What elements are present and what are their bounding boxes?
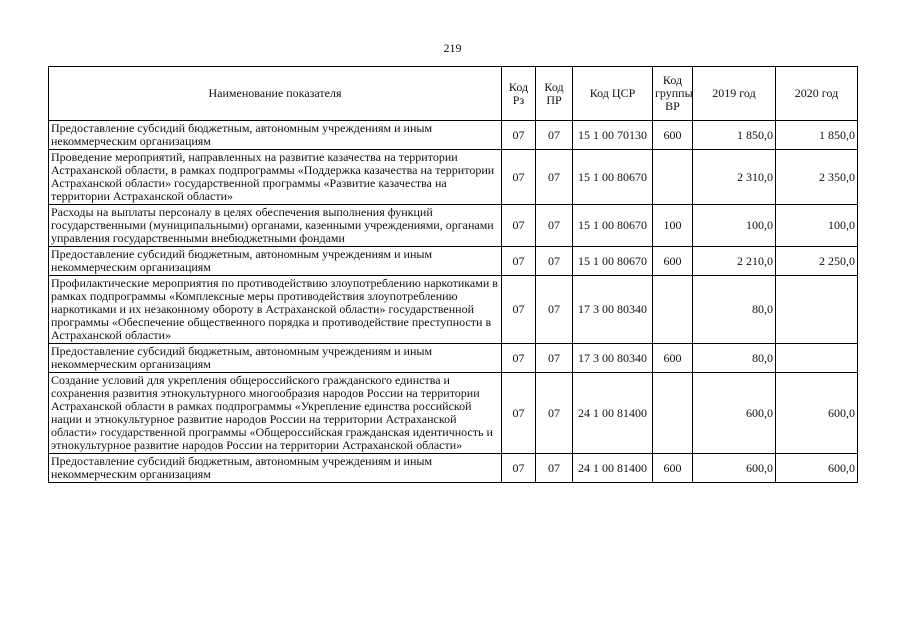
row-name: Расходы на выплаты персоналу в целях обеспечения выполнения функций государственными (муниципальными) органами, казенными учреждениями, органами управления государственными внебюджетными фондами (49, 205, 502, 247)
row-2020: 600,0 (776, 454, 858, 483)
row-pr: 07 (536, 373, 573, 454)
header-csr: Код ЦСР (573, 67, 653, 121)
row-rz: 07 (502, 373, 536, 454)
row-pr: 07 (536, 344, 573, 373)
row-name: Проведение мероприятий, направленных на развитие казачества на территории Астраханской области, в рамках подпрограммы «Поддержка казачества на территории Астраханской области» государственной программы «Развитие казачества на территории Астраханской области» (49, 150, 502, 205)
row-csr: 24 1 00 81400 (573, 373, 653, 454)
table-row (49, 344, 858, 373)
row-vr (653, 373, 693, 454)
row-2019: 1 850,0 (693, 121, 776, 150)
row-rz: 07 (502, 276, 536, 344)
row-name: Предоставление субсидий бюджетным, автономным учреждениям и иным некоммерческим организациям (49, 247, 502, 276)
header-name: Наименование показателя (49, 67, 502, 121)
row-name: Создание условий для укрепления общероссийского гражданского единства и сохранения развития этнокультурного многообразия народов России на территории Астраханской области в рамках подпрограммы «Укрепление единства российской нации и этнокультурное развитие народов России на территории Астраханской области» государственной программы «Общероссийская гражданская идентичность и этнокультурное развитие народов России на территории Астраханской области» (49, 373, 502, 454)
row-csr: 15 1 00 80670 (573, 205, 653, 247)
row-name: Предоставление субсидий бюджетным, автономным учреждениям и иным некоммерческим организациям (49, 121, 502, 150)
row-pr: 07 (536, 205, 573, 247)
row-2020 (776, 344, 858, 373)
row-vr: 100 (653, 205, 693, 247)
row-csr: 24 1 00 81400 (573, 454, 653, 483)
row-2019: 80,0 (693, 276, 776, 344)
budget-table (48, 66, 858, 483)
row-pr: 07 (536, 150, 573, 205)
table-row (49, 205, 858, 247)
row-pr: 07 (536, 454, 573, 483)
row-rz: 07 (502, 454, 536, 483)
table-header-row (49, 67, 858, 121)
header-2019: 2019 год (693, 67, 776, 121)
table-row (49, 150, 858, 205)
header-2020: 2020 год (776, 67, 858, 121)
row-csr: 15 1 00 70130 (573, 121, 653, 150)
row-pr: 07 (536, 247, 573, 276)
row-pr: 07 (536, 276, 573, 344)
row-csr: 15 1 00 80670 (573, 150, 653, 205)
table-row (49, 121, 858, 150)
row-2019: 600,0 (693, 373, 776, 454)
table-row (49, 276, 858, 344)
row-csr: 17 3 00 80340 (573, 276, 653, 344)
row-2020: 2 350,0 (776, 150, 858, 205)
row-2019: 2 210,0 (693, 247, 776, 276)
row-rz: 07 (502, 344, 536, 373)
row-csr: 17 3 00 80340 (573, 344, 653, 373)
row-vr: 600 (653, 121, 693, 150)
row-vr: 600 (653, 247, 693, 276)
table-row (49, 373, 858, 454)
row-rz: 07 (502, 247, 536, 276)
row-vr (653, 150, 693, 205)
row-2019: 80,0 (693, 344, 776, 373)
row-vr: 600 (653, 344, 693, 373)
table-row (49, 247, 858, 276)
row-rz: 07 (502, 150, 536, 205)
row-2020: 100,0 (776, 205, 858, 247)
header-vr: Код группы ВР (653, 67, 693, 121)
row-vr: 600 (653, 454, 693, 483)
page-number: 219 (443, 41, 462, 55)
row-2020 (776, 276, 858, 344)
table-row (49, 454, 858, 483)
row-2020: 1 850,0 (776, 121, 858, 150)
row-2020: 2 250,0 (776, 247, 858, 276)
row-2019: 100,0 (693, 205, 776, 247)
row-name: Предоставление субсидий бюджетным, автономным учреждениям и иным некоммерческим организациям (49, 454, 502, 483)
row-2019: 2 310,0 (693, 150, 776, 205)
row-rz: 07 (502, 121, 536, 150)
header-pr: Код ПР (536, 67, 573, 121)
row-name: Профилактические мероприятия по противодействию злоупотреблению наркотиками в рамках подпрограммы «Комплексные меры противодействия злоупотреблению наркотиками и их незаконному обороту в Астраханской области» государственной программы «Обеспечение общественного порядка и противодействие преступности в Астраханской области» (49, 276, 502, 344)
row-rz: 07 (502, 205, 536, 247)
row-2019: 600,0 (693, 454, 776, 483)
row-vr (653, 276, 693, 344)
row-csr: 15 1 00 80670 (573, 247, 653, 276)
header-rz: Код Рз (502, 67, 536, 121)
row-pr: 07 (536, 121, 573, 150)
row-2020: 600,0 (776, 373, 858, 454)
row-name: Предоставление субсидий бюджетным, автономным учреждениям и иным некоммерческим организациям (49, 344, 502, 373)
